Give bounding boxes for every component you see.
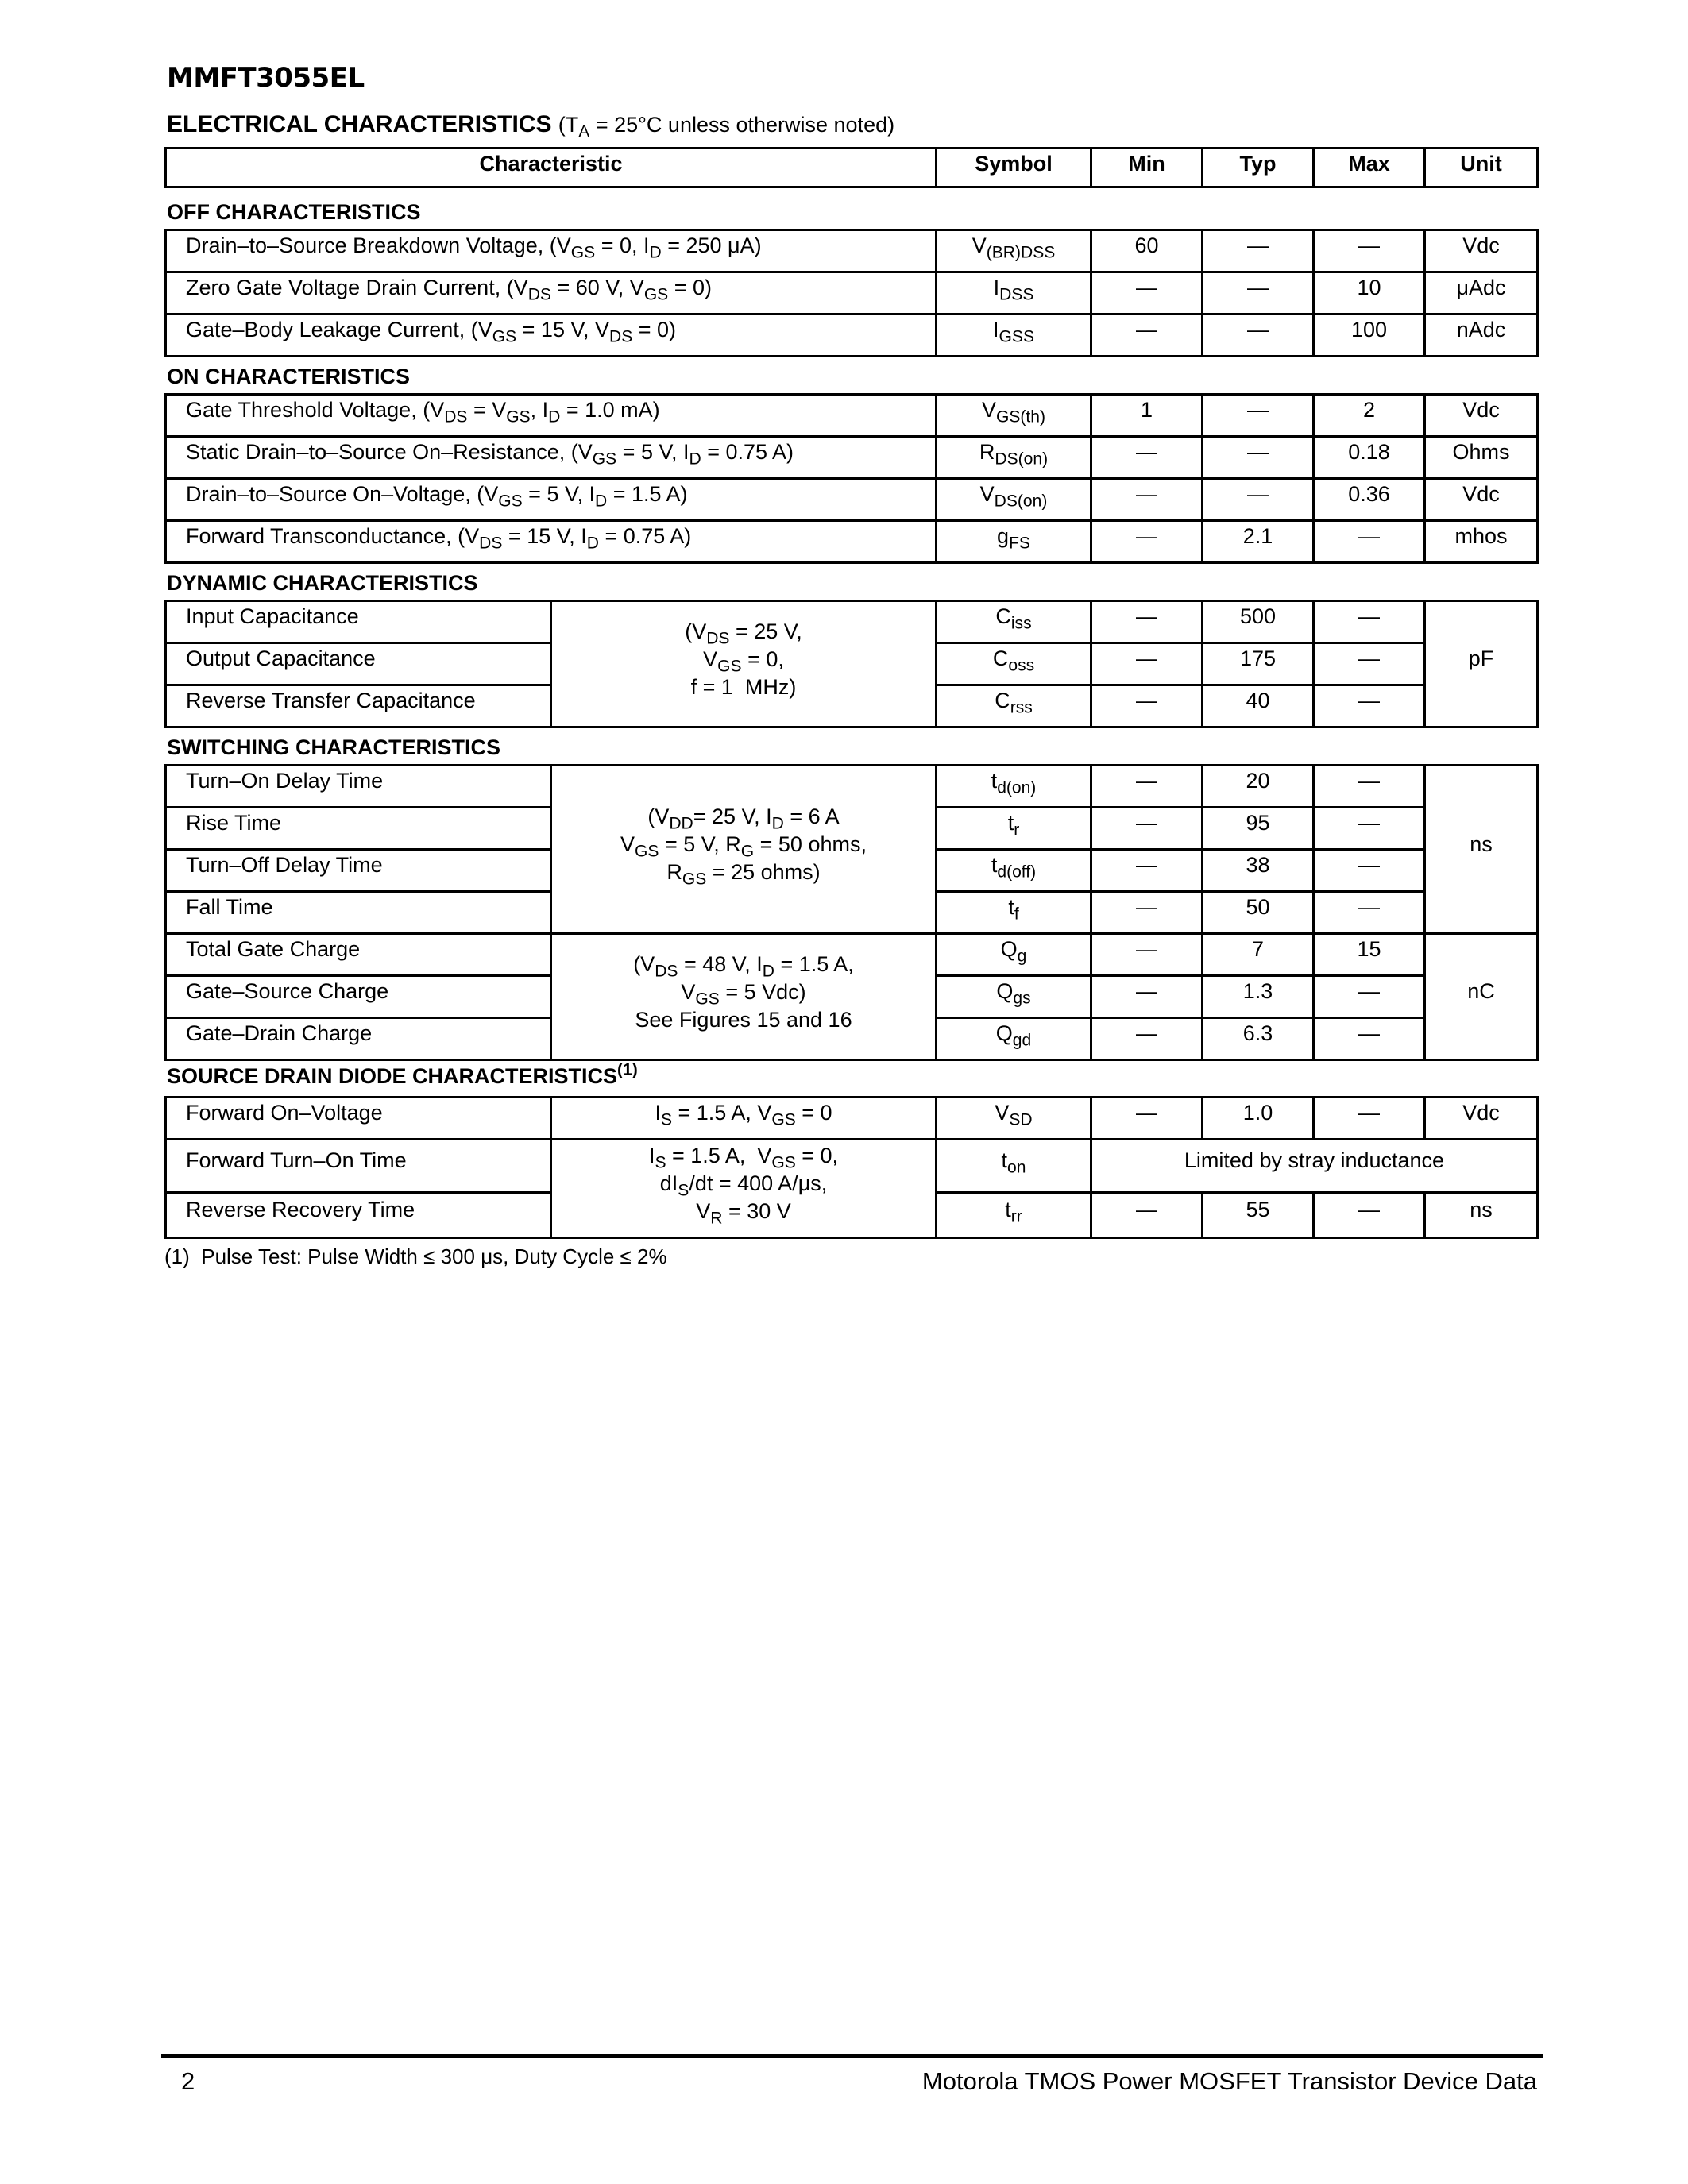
min-cell: — bbox=[1091, 1193, 1203, 1238]
min-cell: — bbox=[1091, 934, 1203, 976]
min-cell: — bbox=[1091, 479, 1203, 521]
typ-cell: 20 bbox=[1203, 766, 1314, 808]
symbol-cell: $V_{SD}$ bbox=[937, 1098, 1091, 1140]
table-row bbox=[166, 1098, 1538, 1140]
unit-cell: ns bbox=[1425, 766, 1538, 934]
symbol-cell: $C_{oss}$ bbox=[937, 643, 1091, 685]
test-condition-cell: ($V_{DS} = 48$ V, $I_D = 1.5$ A, $V_{GS} = 5$ Vdc) See Figures 15 and 16 bbox=[551, 934, 937, 1060]
table-row bbox=[166, 1140, 1538, 1193]
typ-cell: — bbox=[1203, 437, 1314, 479]
characteristic-cell: Gate–Source Charge bbox=[166, 976, 551, 1018]
min-cell: — bbox=[1091, 850, 1203, 892]
symbol-cell: $t_{on}$ bbox=[937, 1140, 1091, 1193]
max-cell: — bbox=[1314, 601, 1425, 643]
unit-cell: Ohms bbox=[1425, 437, 1538, 479]
table-row bbox=[166, 437, 1538, 479]
footer-rule bbox=[161, 2054, 1543, 2058]
typ-cell: 2.1 bbox=[1203, 521, 1314, 563]
test-condition-cell: ($V_{DD}= 25$ V, $I_D = 6$ A $V_{GS} = 5$ V, $R_G = 50$ ohms, $R_{GS} = 25$ ohms) bbox=[551, 766, 937, 934]
min-cell: — bbox=[1091, 437, 1203, 479]
min-cell: 60 bbox=[1091, 230, 1203, 272]
min-cell: — bbox=[1091, 766, 1203, 808]
table-row bbox=[166, 230, 1538, 272]
max-cell: — bbox=[1314, 976, 1425, 1018]
max-cell: — bbox=[1314, 521, 1425, 563]
limited-by-stray-inductance-note: Limited by stray inductance bbox=[1091, 1140, 1538, 1193]
max-cell: — bbox=[1314, 850, 1425, 892]
max-cell: — bbox=[1314, 766, 1425, 808]
characteristic-cell: Reverse Recovery Time bbox=[166, 1193, 551, 1238]
table-title bbox=[167, 111, 895, 141]
unit-cell: μAdc bbox=[1425, 272, 1538, 314]
header-table bbox=[164, 147, 1539, 188]
min-cell: — bbox=[1091, 1098, 1203, 1140]
characteristic-cell: Rise Time bbox=[166, 808, 551, 850]
min-cell: 1 bbox=[1091, 395, 1203, 437]
typ-cell: 50 bbox=[1203, 892, 1314, 934]
typ-cell: 95 bbox=[1203, 808, 1314, 850]
section-title-switching: SWITCHING CHARACTERISTICS bbox=[167, 735, 500, 759]
unit-cell: nAdc bbox=[1425, 314, 1538, 357]
max-cell: — bbox=[1314, 1193, 1425, 1238]
typ-cell: — bbox=[1203, 272, 1314, 314]
header-unit: Unit bbox=[1425, 149, 1538, 187]
symbol-cell: $V_{GS(th)}$ bbox=[937, 395, 1091, 437]
characteristic-cell: Output Capacitance bbox=[166, 643, 551, 685]
footnote-pulse-test: (1) Pulse Test: Pulse Width ≤ 300 μs, Duty Cycle ≤ 2% bbox=[164, 1244, 667, 1268]
table-row bbox=[166, 766, 1538, 808]
min-cell: — bbox=[1091, 521, 1203, 563]
symbol-cell: $Q_g$ bbox=[937, 934, 1091, 976]
characteristic-cell: Input Capacitance bbox=[166, 601, 551, 643]
characteristic-cell: Turn–Off Delay Time bbox=[166, 850, 551, 892]
symbol-cell: $C_{iss}$ bbox=[937, 601, 1091, 643]
min-cell: — bbox=[1091, 976, 1203, 1018]
characteristic-cell: Forward Transconductance, ($V_{DS} = 15$ V, $I_D = 0.75$ A) bbox=[166, 521, 937, 563]
min-cell: — bbox=[1091, 314, 1203, 357]
header-characteristic: Characteristic bbox=[166, 149, 937, 187]
max-cell: — bbox=[1314, 685, 1425, 727]
test-condition-cell: $I_S = 1.5$ A, $V_{GS} = 0$, $dI_S/dt = 400$ A/μs, $V_R = 30$ V bbox=[551, 1140, 937, 1238]
unit-cell: Vdc bbox=[1425, 230, 1538, 272]
typ-cell: 7 bbox=[1203, 934, 1314, 976]
section-title-on: ON CHARACTERISTICS bbox=[167, 365, 411, 388]
max-cell: 15 bbox=[1314, 934, 1425, 976]
page-number: 2 bbox=[181, 2067, 195, 2095]
characteristic-cell: Reverse Transfer Capacitance bbox=[166, 685, 551, 727]
characteristic-cell: Gate–Drain Charge bbox=[166, 1018, 551, 1060]
unit-cell: Vdc bbox=[1425, 479, 1538, 521]
symbol-cell: $Q_{gs}$ bbox=[937, 976, 1091, 1018]
min-cell: — bbox=[1091, 272, 1203, 314]
typ-cell: — bbox=[1203, 479, 1314, 521]
on-characteristics-table bbox=[164, 393, 1539, 564]
characteristic-cell: Drain–to–Source On–Voltage, ($V_{GS} = 5$ V, $I_D = 1.5$ A) bbox=[166, 479, 937, 521]
max-cell: — bbox=[1314, 808, 1425, 850]
part-number: MMFT3055EL bbox=[167, 62, 365, 94]
test-condition-cell: ($V_{DS} = 25$ V, $V_{GS} = 0$, f = 1 MHz) bbox=[551, 601, 937, 727]
table-title-text: ELECTRICAL CHARACTERISTICS bbox=[167, 111, 552, 137]
section-title-diode: SOURCE DRAIN DIODE CHARACTERISTICS$^{(1)}$ bbox=[167, 1060, 638, 1088]
symbol-cell: $Q_{gd}$ bbox=[937, 1018, 1091, 1060]
characteristic-cell: Forward Turn–On Time bbox=[166, 1140, 551, 1193]
diode-characteristics-table bbox=[164, 1096, 1539, 1239]
typ-cell: — bbox=[1203, 395, 1314, 437]
unit-cell: pF bbox=[1425, 601, 1538, 727]
min-cell: — bbox=[1091, 1018, 1203, 1060]
symbol-cell: $I_{GSS}$ bbox=[937, 314, 1091, 357]
table-row bbox=[166, 479, 1538, 521]
typ-cell: 1.3 bbox=[1203, 976, 1314, 1018]
characteristic-cell: Fall Time bbox=[166, 892, 551, 934]
symbol-cell: $R_{DS(on)}$ bbox=[937, 437, 1091, 479]
characteristic-cell: Turn–On Delay Time bbox=[166, 766, 551, 808]
header-typ: Typ bbox=[1203, 149, 1314, 187]
max-cell: — bbox=[1314, 1018, 1425, 1060]
max-cell: 2 bbox=[1314, 395, 1425, 437]
table-title-condition: ($T_A = 25^\circ C$ unless otherwise noted) bbox=[558, 113, 895, 141]
symbol-cell: $t_r$ bbox=[937, 808, 1091, 850]
table-row bbox=[166, 601, 1538, 643]
characteristic-cell: Forward On–Voltage bbox=[166, 1098, 551, 1140]
max-cell: — bbox=[1314, 892, 1425, 934]
unit-cell: mhos bbox=[1425, 521, 1538, 563]
typ-cell: 6.3 bbox=[1203, 1018, 1314, 1060]
typ-cell: 40 bbox=[1203, 685, 1314, 727]
max-cell: — bbox=[1314, 643, 1425, 685]
typ-cell: — bbox=[1203, 314, 1314, 357]
max-cell: 10 bbox=[1314, 272, 1425, 314]
max-cell: 100 bbox=[1314, 314, 1425, 357]
typ-cell: 55 bbox=[1203, 1193, 1314, 1238]
footer-publication: Motorola TMOS Power MOSFET Transistor Device Data bbox=[921, 2067, 1537, 2095]
section-title-off: OFF CHARACTERISTICS bbox=[167, 200, 421, 224]
table-row bbox=[166, 521, 1538, 563]
table-row bbox=[166, 272, 1538, 314]
characteristic-cell: Static Drain–to–Source On–Resistance, ($V_{GS} = 5$ V, $I_D = 0.75$ A) bbox=[166, 437, 937, 479]
symbol-cell: $t_{rr}$ bbox=[937, 1193, 1091, 1238]
header-min: Min bbox=[1091, 149, 1203, 187]
section-title-dynamic: DYNAMIC CHARACTERISTICS bbox=[167, 571, 478, 595]
typ-cell: 500 bbox=[1203, 601, 1314, 643]
header-max: Max bbox=[1314, 149, 1425, 187]
min-cell: — bbox=[1091, 808, 1203, 850]
symbol-cell: $V_{DS(on)}$ bbox=[937, 479, 1091, 521]
test-condition-cell: $I_S = 1.5$ A, $V_{GS} = 0$ bbox=[551, 1098, 937, 1140]
min-cell: — bbox=[1091, 685, 1203, 727]
characteristic-cell: Total Gate Charge bbox=[166, 934, 551, 976]
header-symbol: Symbol bbox=[937, 149, 1091, 187]
min-cell: — bbox=[1091, 601, 1203, 643]
unit-cell: nC bbox=[1425, 934, 1538, 1060]
typ-cell: — bbox=[1203, 230, 1314, 272]
min-cell: — bbox=[1091, 643, 1203, 685]
symbol-cell: $g_{FS}$ bbox=[937, 521, 1091, 563]
typ-cell: 175 bbox=[1203, 643, 1314, 685]
symbol-cell: $V_{(BR)DSS}$ bbox=[937, 230, 1091, 272]
off-characteristics-table bbox=[164, 229, 1539, 357]
typ-cell: 38 bbox=[1203, 850, 1314, 892]
characteristic-cell: Drain–to–Source Breakdown Voltage, ($V_{GS} = 0$, $I_D = 250$ μA) bbox=[166, 230, 937, 272]
symbol-cell: $t_{d(off)}$ bbox=[937, 850, 1091, 892]
typ-cell: 1.0 bbox=[1203, 1098, 1314, 1140]
unit-cell: Vdc bbox=[1425, 395, 1538, 437]
symbol-cell: $t_f$ bbox=[937, 892, 1091, 934]
max-cell: — bbox=[1314, 230, 1425, 272]
switching-characteristics-table bbox=[164, 764, 1539, 1061]
dynamic-characteristics-table bbox=[164, 600, 1539, 728]
symbol-cell: $I_{DSS}$ bbox=[937, 272, 1091, 314]
unit-cell: ns bbox=[1425, 1193, 1538, 1238]
characteristic-cell: Gate Threshold Voltage, ($V_{DS} = V_{GS}$, $I_D = 1.0$ mA) bbox=[166, 395, 937, 437]
characteristic-cell: Zero Gate Voltage Drain Current, ($V_{DS} = 60$ V, $V_{GS} = 0$) bbox=[166, 272, 937, 314]
max-cell: — bbox=[1314, 1098, 1425, 1140]
min-cell: — bbox=[1091, 892, 1203, 934]
table-row bbox=[166, 934, 1538, 976]
table-row bbox=[166, 395, 1538, 437]
symbol-cell: $C_{rss}$ bbox=[937, 685, 1091, 727]
characteristic-cell: Gate–Body Leakage Current, ($V_{GS} = 15$ V, $V_{DS} = 0$) bbox=[166, 314, 937, 357]
max-cell: 0.36 bbox=[1314, 479, 1425, 521]
unit-cell: Vdc bbox=[1425, 1098, 1538, 1140]
max-cell: 0.18 bbox=[1314, 437, 1425, 479]
symbol-cell: $t_{d(on)}$ bbox=[937, 766, 1091, 808]
table-row bbox=[166, 314, 1538, 357]
